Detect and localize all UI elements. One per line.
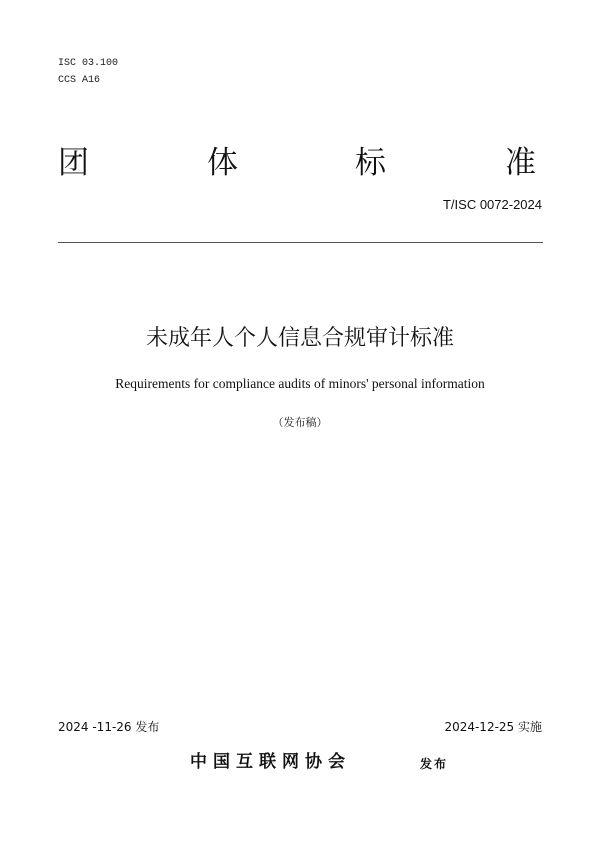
issue-date: 2024 -11-26 发布	[58, 720, 160, 734]
ics-classification: ISC 03.100	[58, 58, 119, 69]
standard-type-char: 标	[355, 145, 386, 181]
standard-code: T/ISC 0072-2024	[442, 197, 542, 212]
header-divider	[58, 242, 543, 243]
publisher-name: 中国互联网协会	[190, 752, 351, 772]
standard-type-char: 准	[505, 145, 536, 181]
implementation-date: 2024-12-25 实施	[444, 720, 542, 734]
document-title-chinese: 未成年人个人信息合规审计标准	[145, 326, 454, 351]
document-title-english: Requirements for compliance audits of minors' personal information	[115, 376, 485, 391]
standard-type-char: 团	[58, 145, 89, 181]
publish-label: 发布	[420, 757, 449, 771]
draft-status-label: （发布稿）	[272, 416, 328, 429]
ccs-classification: CCS A16	[58, 75, 101, 86]
standard-type-char: 体	[207, 145, 238, 181]
